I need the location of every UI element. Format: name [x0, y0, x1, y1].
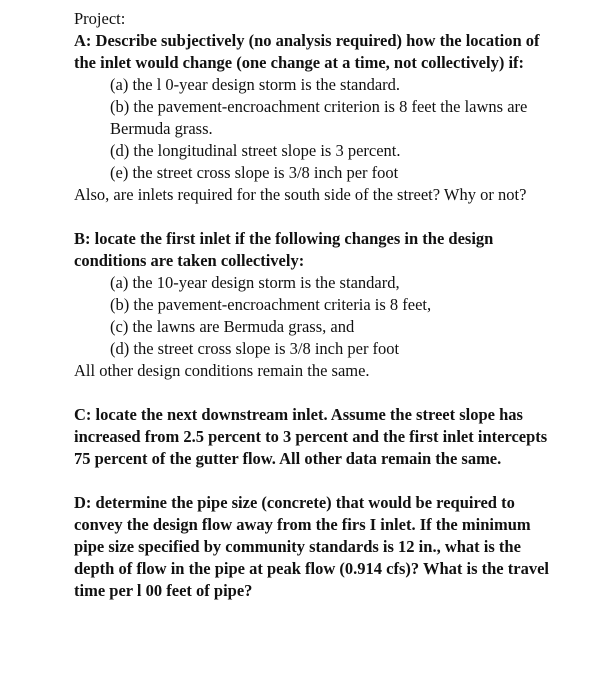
section-b-item-b: (b) the pavement-encroachment criteria is 8 feet, — [110, 295, 432, 314]
section-a-item-d: (d) the longitudinal street slope is 3 percent. — [110, 141, 401, 160]
section-spacer — [74, 382, 564, 404]
section-b-items — [74, 272, 564, 360]
section-a-items — [74, 74, 564, 184]
section-a-heading: A: Describe subjectively (no analysis required) how the location of the inlet would change (one change at a time, not collectively) if: — [74, 31, 540, 72]
document-page — [74, 8, 564, 602]
section-b-heading: B: locate the first inlet if the following changes in the design conditions are taken collectively: — [74, 229, 494, 270]
section-spacer — [74, 470, 564, 492]
project-label: Project: — [74, 9, 126, 28]
section-a-item-e: (e) the street cross slope is 3/8 inch per foot — [110, 163, 399, 182]
section-d-heading: D: determine the pipe size (concrete) that would be required to convey the design flow away from the firs I inlet. If the minimum pipe size specified by community standards is 12 in., what is the depth of flow in the pipe at peak flow (0.914 cfs)? What is the travel time per l 00 feet of pipe? — [74, 493, 549, 600]
section-b-closing: All other design conditions remain the same. — [74, 361, 370, 380]
section-b-item-c: (c) the lawns are Bermuda grass, and — [110, 317, 355, 336]
section-a-closing: Also, are inlets required for the south side of the street? Why or not? — [74, 185, 527, 204]
section-a-item-b: (b) the pavement-encroachment criterion is 8 feet the lawns are Bermuda grass. — [110, 97, 528, 138]
section-spacer — [74, 206, 564, 228]
section-a-item-a: (a) the l 0-year design storm is the standard. — [110, 75, 401, 94]
section-b-item-d: (d) the street cross slope is 3/8 inch per foot — [110, 339, 400, 358]
section-b-item-a: (a) the 10-year design storm is the standard, — [110, 273, 400, 292]
section-c-heading: C: locate the next downstream inlet. Assume the street slope has increased from 2.5 percent to 3 percent and the first inlet intercepts 75 percent of the gutter flow. All other data remain the same. — [74, 405, 548, 468]
